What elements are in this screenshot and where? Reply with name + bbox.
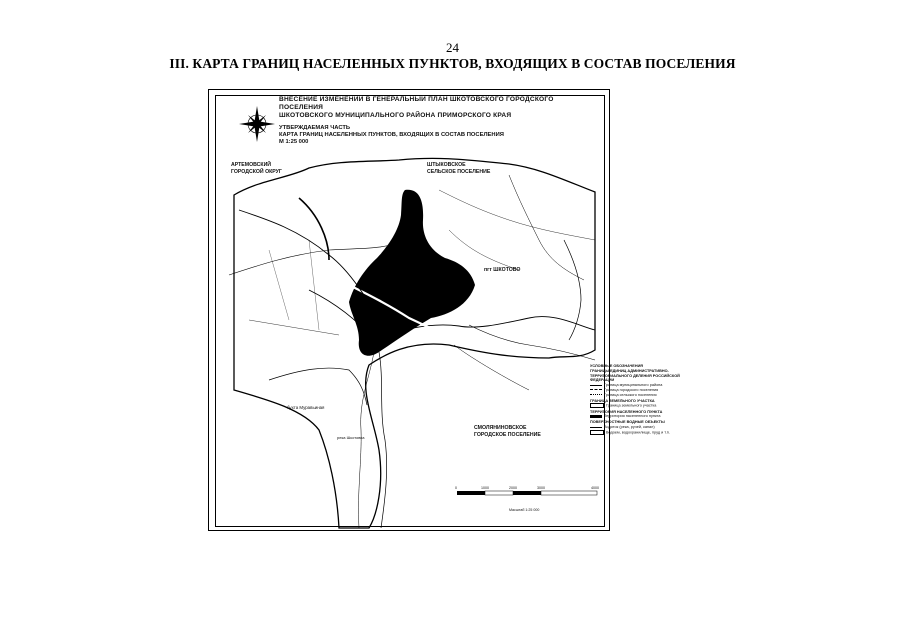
label-smolyaninovo: СМОЛЯНИНОВСКОЕ ГОРОДСКОЕ ПОСЕЛЕНИЕ (474, 425, 541, 438)
legend-item-7: Водоем, водохранилище, пруд и т.п. (590, 430, 698, 435)
map-header-line3: УТВЕРЖДАЕМАЯ ЧАСТЬ (279, 125, 351, 131)
scale-tick-0: 0 (455, 486, 457, 490)
settlement-territory (349, 190, 475, 356)
page-title: III. КАРТА ГРАНИЦ НАСЕЛЕННЫХ ПУНКТОВ, ВХОДЯЩИХ В СОСТАВ ПОСЕЛЕНИЯ (169, 56, 736, 71)
legend-item-1: Граница муниципального района (590, 383, 698, 388)
legend-item-5: Территория населенного пункта (590, 414, 698, 419)
legend-water-title: ПОВЕРХНОСТНЫЕ ВОДНЫЕ ОБЪЕКТЫ (590, 420, 665, 425)
compass-rose-icon (239, 106, 275, 142)
label-river: река Шкотовка (337, 435, 365, 440)
scale-tick-3: 3000 (537, 486, 545, 490)
legend-item-4: Граница земельного участка (590, 403, 698, 408)
map-header-line2: ШКОТОВСКОГО МУНИЦИПАЛЬНОГО РАЙОНА ПРИМОРСКОГО КРАЯ (279, 112, 512, 119)
map-header-line1: ВНЕСЕНИЕ ИЗМЕНЕНИЙ В ГЕНЕРАЛЬНЫЙ ПЛАН ШКОТОВСКОГО ГОРОДСКОГО ПОСЕЛЕНИЯ (279, 96, 554, 111)
label-shtykovo: ШТЫКОВСКОЕ СЕЛЬСКОЕ ПОСЕЛЕНИЕ (427, 162, 491, 175)
legend-item-3: Граница сельского поселения (590, 393, 698, 398)
scale-unit: Масштаб 1:25 000 (509, 508, 540, 512)
map-header (279, 96, 579, 146)
legend-plots-title: ГРАНИЦА ЗЕМЕЛЬНОГО УЧАСТКА (590, 398, 655, 403)
legend-item-2: Граница городского поселения (590, 388, 698, 393)
scale-bar (457, 491, 597, 495)
legend-settle-title: ТЕРРИТОРИЯ НАСЕЛЕННОГО ПУНКТА (590, 409, 663, 414)
map-header-line4: КАРТА ГРАНИЦ НАСЕЛЕННЫХ ПУНКТОВ, ВХОДЯЩИХ В СОСТАВ ПОСЕЛЕНИЯ (279, 132, 504, 138)
map-header-line5: М 1:25 000 (279, 139, 309, 145)
scale-tick-4: 4000 (591, 486, 599, 490)
legend-title: УСЛОВНЫЕ ОБОЗНАЧЕНИЯ (590, 364, 644, 368)
label-bay: бухта Муравьиная (287, 405, 325, 410)
page-number: 24 (446, 40, 459, 55)
scale-tick-1: 1000 (481, 486, 489, 490)
label-pgt-shkotovo: пгт ШКОТОВО (484, 267, 521, 273)
map-figure (208, 89, 610, 531)
legend-item-6: Водоток (река, ручей, канал) (590, 425, 698, 430)
label-artem: АРТЕМОВСКИЙ ГОРОДСКОЙ ОКРУГ (231, 162, 282, 175)
legend-borders-title: ГРАНИЦЫ ЕДИНИЦ АДМИНИСТРАТИВНО-ТЕРРИТОРИАЛЬНОГО ДЕЛЕНИЯ РОССИЙСКОЙ ФЕДЕРАЦИИ (590, 368, 680, 383)
map-drawing (209, 90, 609, 530)
scale-tick-2: 2000 (509, 486, 517, 490)
legend-block (590, 364, 698, 435)
